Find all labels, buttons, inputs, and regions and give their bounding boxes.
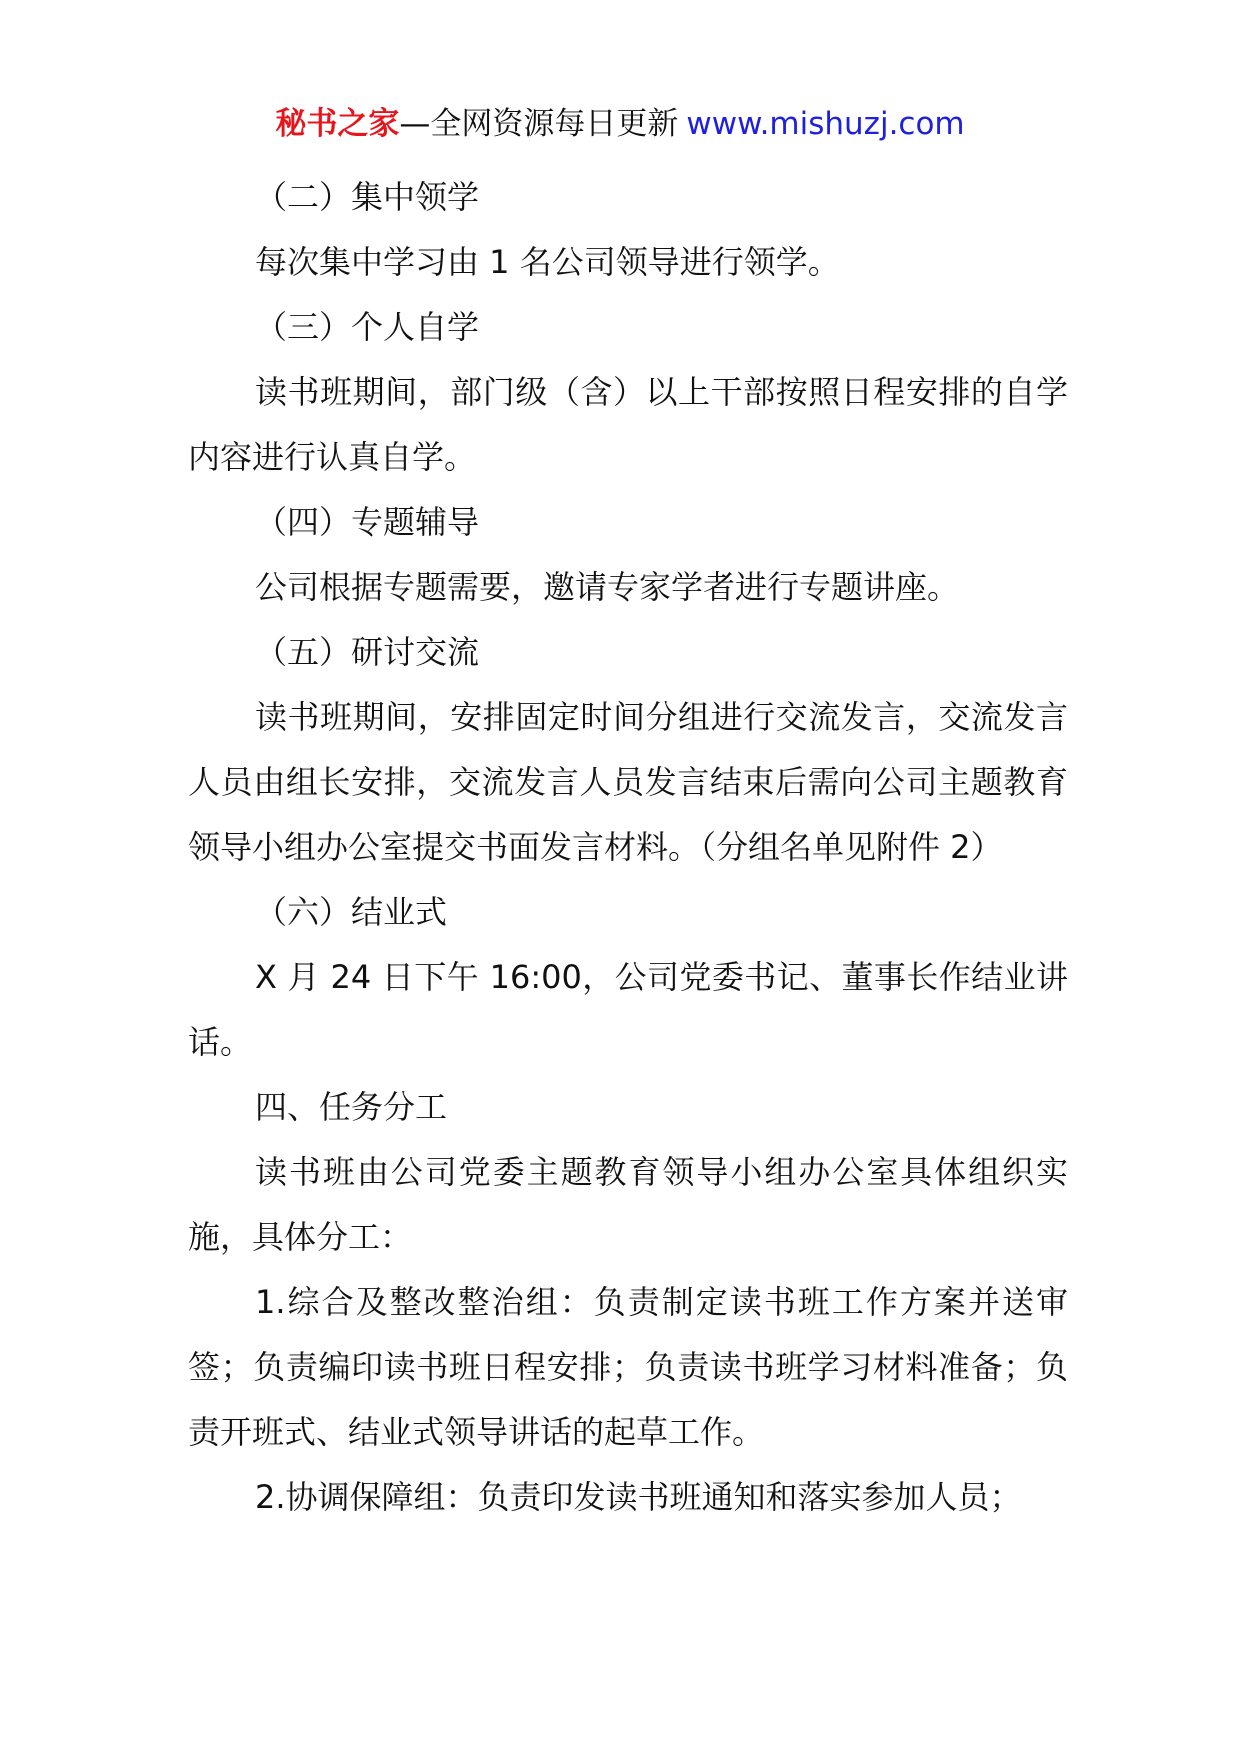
paragraph: 每次集中学习由 1 名公司领导进行领学。 <box>255 243 840 281</box>
page-header <box>0 102 1240 146</box>
subheading-self-study: （三）个人自学 <box>255 308 480 346</box>
site-url[interactable]: www.mishuzj.com <box>686 106 965 142</box>
subheading-special-guidance: （四）专题辅导 <box>255 503 480 541</box>
section-heading-task-division: 四、任务分工 <box>255 1088 448 1126</box>
paragraph: 读书班由公司党委主题教育领导小组办公室具体组织实施，具体分工： <box>188 1153 1068 1256</box>
site-brand: 秘书之家 <box>275 106 400 142</box>
paragraph: 公司根据专题需要，邀请专家学者进行专题讲座。 <box>255 568 960 606</box>
list-item: 1.综合及整改整治组：负责制定读书班工作方案并送审签；负责编印读书班日程安排；负责读书班学习材料准备；负责开班式、结业式领导讲话的起草工作。 <box>188 1283 1068 1451</box>
site-tagline: —全网资源每日更新 <box>399 106 679 142</box>
subheading-closing-ceremony: （六）结业式 <box>255 893 448 931</box>
subheading-centralized-study: （二）集中领学 <box>255 178 480 216</box>
paragraph: X 月 24 日下午 16:00，公司党委书记、董事长作结业讲话。 <box>188 958 1068 1061</box>
subheading-discussion: （五）研讨交流 <box>255 633 480 671</box>
paragraph: 读书班期间，部门级（含）以上干部按照日程安排的自学内容进行认真自学。 <box>188 373 1068 476</box>
list-item: 2.协调保障组：负责印发读书班通知和落实参加人员； <box>255 1478 1022 1516</box>
document-body <box>188 165 1068 1530</box>
paragraph: 读书班期间，安排固定时间分组进行交流发言，交流发言人员由组长安排，交流发言人员发言结束后需向公司主题教育领导小组办公室提交书面发言材料。（分组名单见附件 2） <box>188 698 1068 866</box>
